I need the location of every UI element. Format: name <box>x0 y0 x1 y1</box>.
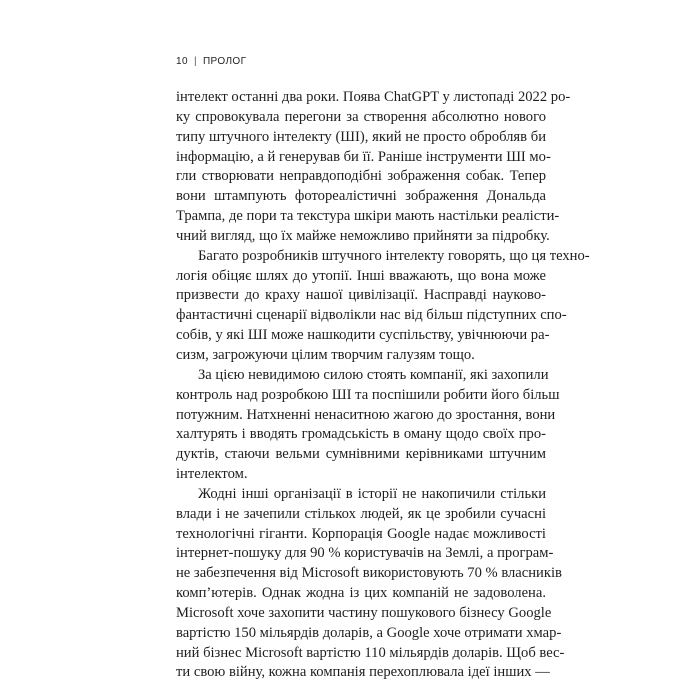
text-line: інтелект останні два роки. Поява ChatGPT у листопаді 2022 ро- <box>176 89 571 105</box>
section-title: ПРОЛОГ <box>202 56 247 67</box>
text-line: ку спровокувала перегони за створення абсолютно нового <box>176 108 546 125</box>
text-line: типу штучного інтелекту (ШІ), який не просто обробляв би <box>176 128 546 145</box>
text-line: потужним. Натхненні ненаситною жагою до зростання, вони <box>176 406 556 423</box>
text-line: влади і не зачепили стількох людей, як це зробили сучасні <box>176 505 546 522</box>
text-line: комп’ютерів. Однак жодна із цих компаній не задоволена. <box>176 585 546 602</box>
text-line: інтернет-пошуку для 90 % користувачів на Землі, а програм- <box>176 545 554 562</box>
text-line: собів, у які ШІ може нашкодити суспільству, увічнюючи ра- <box>176 327 550 344</box>
body-text <box>176 88 590 683</box>
text-line: дуктів, стаючи вельми сумнівними керівниками штучним <box>176 446 546 463</box>
text-line: За цією невидимою силою стоять компанії, які захопили <box>198 366 549 383</box>
text-line: ний бізнес Microsoft вартістю 110 мільярдів доларів. Щоб вес- <box>176 644 565 661</box>
text-line: інтелектом. <box>176 466 248 483</box>
text-line: сизм, загрожуючи цілим творчим галузям тощо. <box>176 346 475 363</box>
page-number: 10 <box>176 56 188 67</box>
text-line: вони штампують фотореалістичні зображення Дональда <box>176 188 546 205</box>
text-line: халтурять і вводять громадськість в оману щодо своїх про- <box>176 426 546 443</box>
header-separator: | <box>193 56 197 67</box>
text-line: призвести до краху нашої цивілізації. Насправді науково- <box>176 287 546 304</box>
text-line: вартістю 150 мільярдів доларів, а Google хоче отримати хмар- <box>176 624 562 641</box>
text-line: технологічні гіганти. Корпорація Google надає можливості <box>176 525 546 542</box>
text-line: Трампа, де пори та текстура шкіри мають настільки реалісти- <box>176 208 560 225</box>
text-line: ти свою війну, кожна компанія перехоплювала ідеї інших — <box>176 664 550 681</box>
text-line: гли створювати неправдоподібні зображення собак. Тепер <box>176 168 546 185</box>
text-line: фантастичні сценарії відволікли нас від більш підступних спо- <box>176 307 567 324</box>
text-line: контроль над розробкою ШІ та поспішили робити його більш <box>176 386 560 403</box>
text-line: Жодні інші організації в історії не накопичили стільки <box>198 485 546 502</box>
text-line: Microsoft хоче захопити частину пошукового бізнесу Google <box>176 604 552 621</box>
text-line: чний вигляд, що їх майже неможливо прийняти за підробку. <box>176 227 550 244</box>
text-line: не забезпечення від Microsoft використовують 70 % власників <box>176 565 562 582</box>
running-header <box>176 56 246 67</box>
text-line: Багато розробників штучного інтелекту говорять, що ця техно- <box>198 247 590 264</box>
text-line: інформацію, а й генерував би її. Раніше інструменти ШІ мо- <box>176 148 551 165</box>
text-line: логія обіцяє шлях до утопії. Інші вважають, що вона може <box>176 267 546 284</box>
